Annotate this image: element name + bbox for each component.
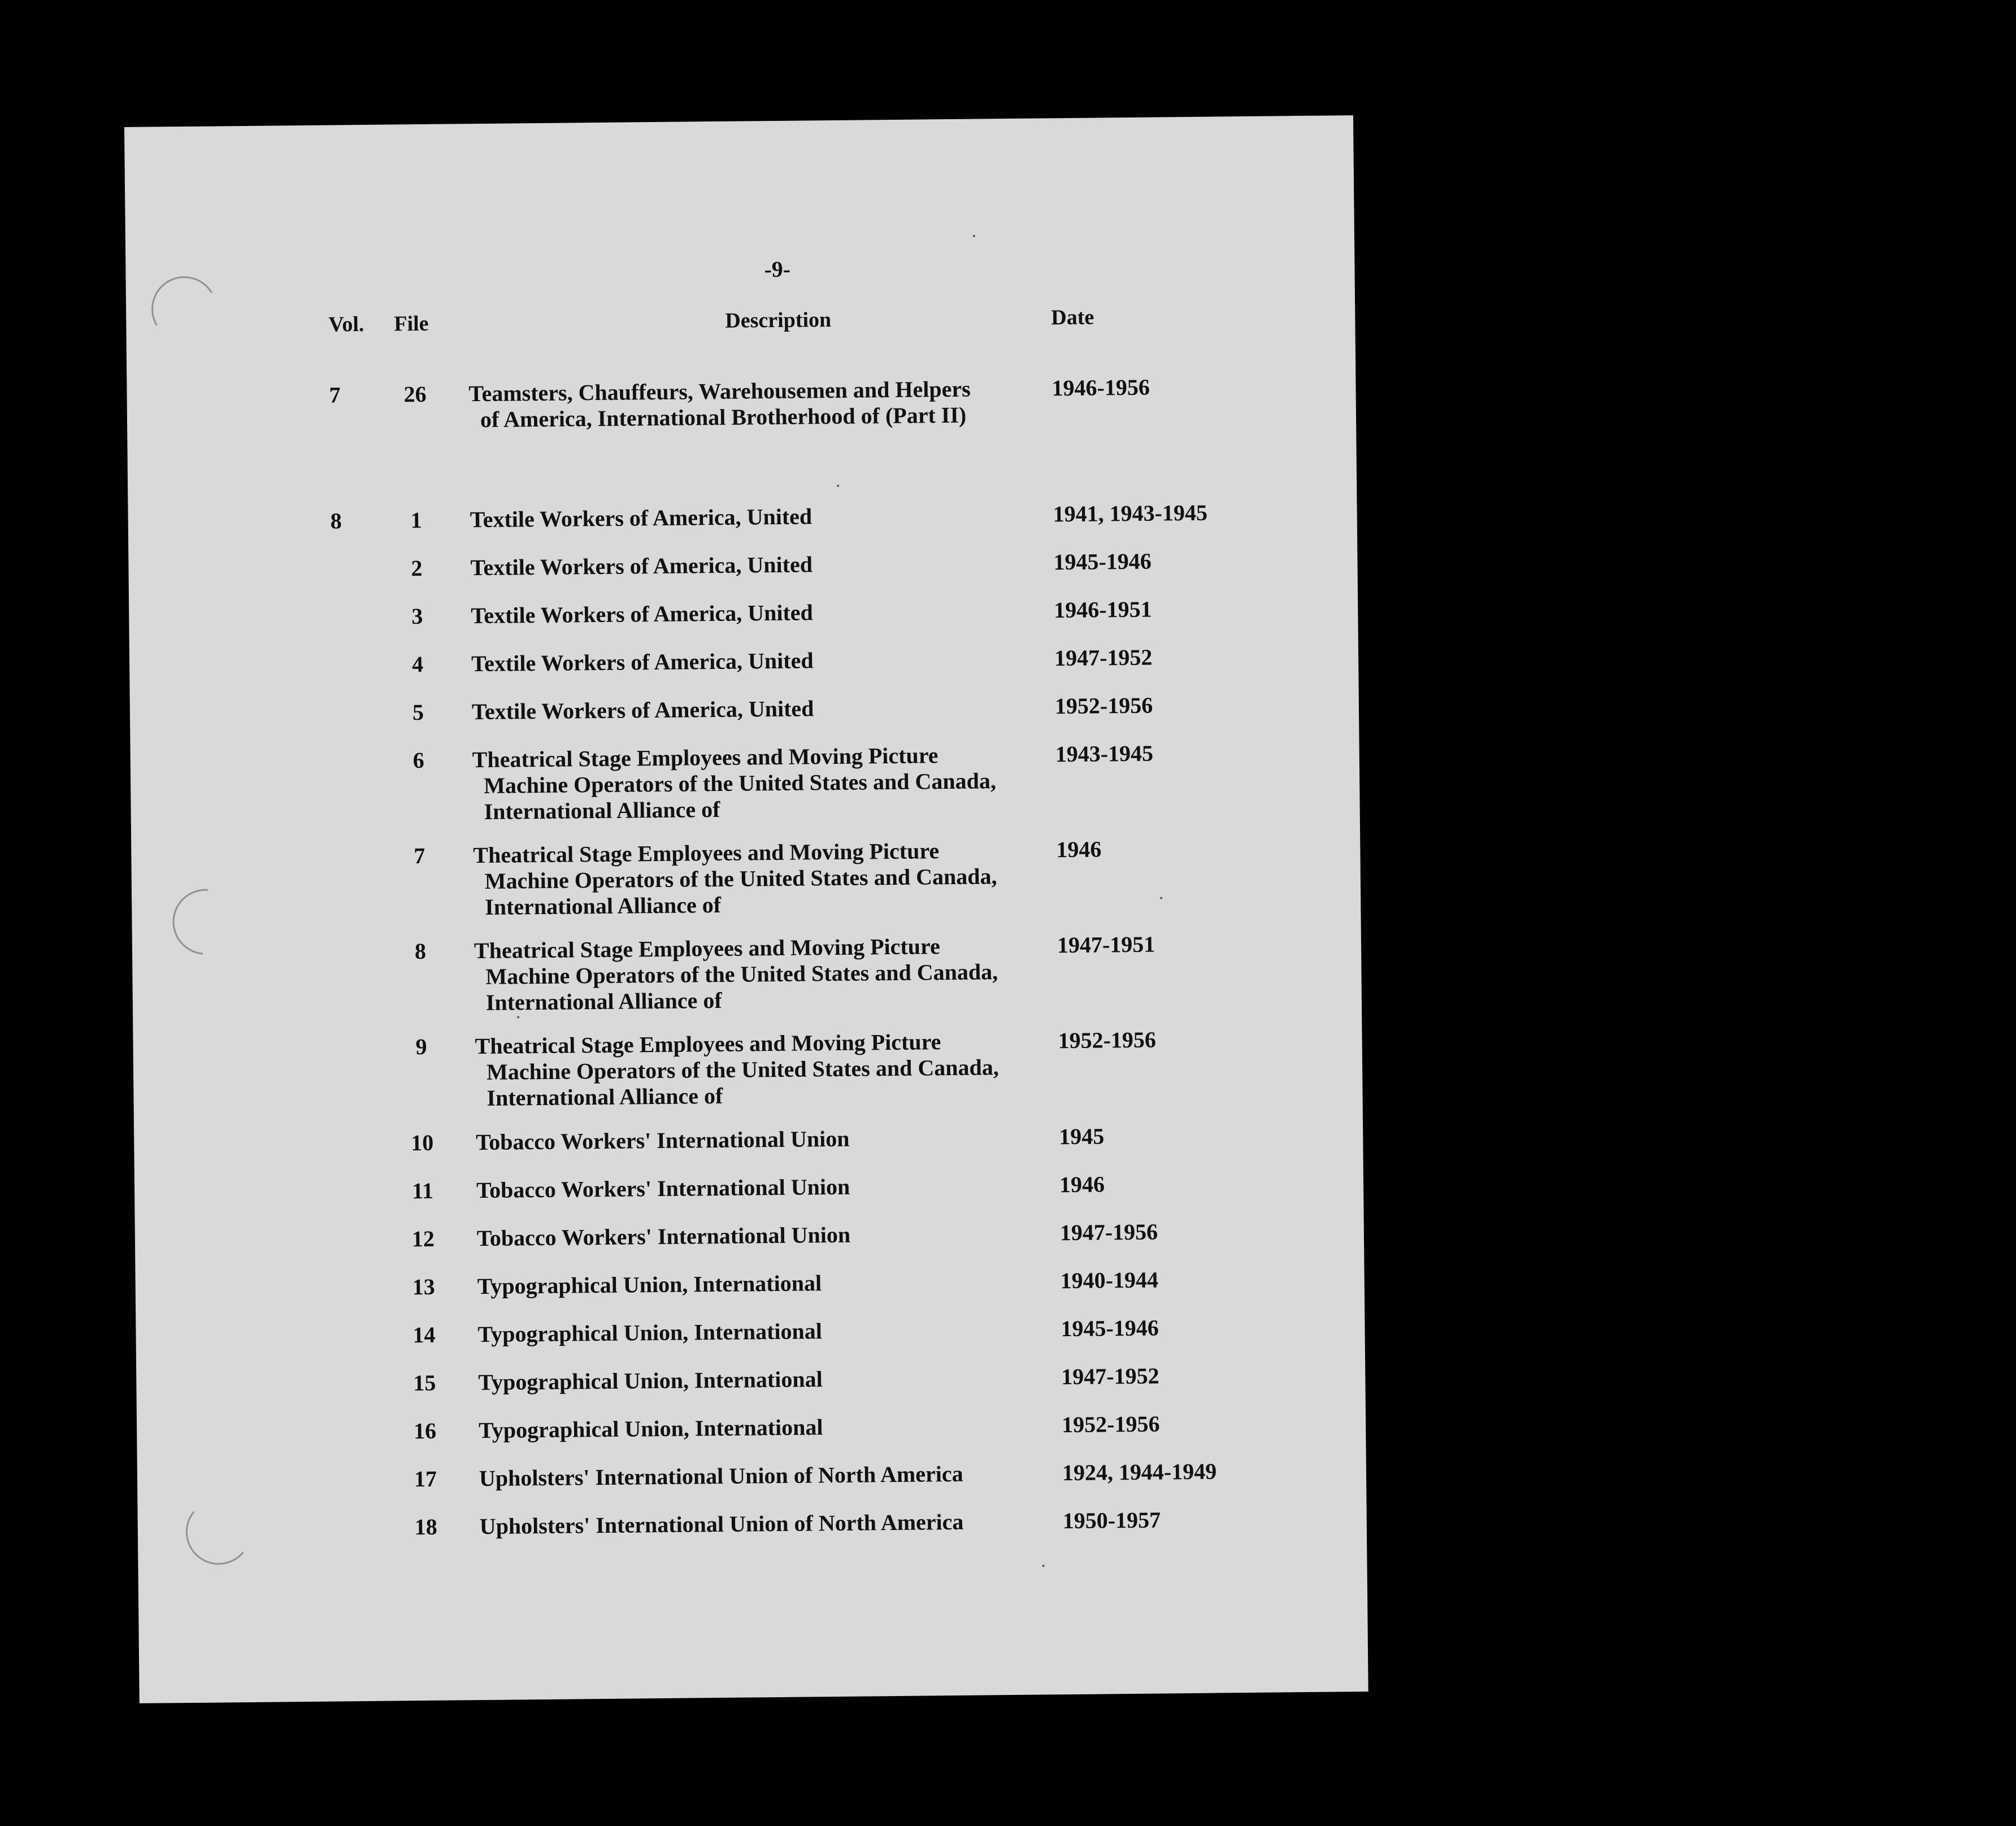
table-row xyxy=(127,372,1355,432)
header-date: Date xyxy=(1051,305,1094,330)
punch-hole-mark xyxy=(159,876,252,968)
table-row xyxy=(134,1169,1363,1204)
scan-speck xyxy=(1042,1564,1045,1567)
row-date: 1946-1951 xyxy=(1054,596,1152,623)
row-description xyxy=(470,551,813,581)
punch-hole-mark xyxy=(183,1496,255,1568)
row-description xyxy=(478,1366,823,1395)
page-number: -9- xyxy=(764,256,791,282)
table-row xyxy=(136,1265,1365,1300)
table-row xyxy=(129,642,1358,677)
row-description xyxy=(471,647,814,677)
row-description xyxy=(477,1270,822,1299)
description-line: Textile Workers of America, United xyxy=(470,503,813,533)
description-line: Theatrical Stage Employees and Moving Picture xyxy=(475,1029,941,1059)
table-row xyxy=(132,929,1361,1015)
scan-speck xyxy=(973,235,975,237)
row-date: 1947-1956 xyxy=(1059,1219,1158,1246)
table-row xyxy=(137,1457,1366,1492)
row-description xyxy=(471,599,813,629)
description-line: Textile Workers of America, United xyxy=(470,551,813,581)
description-line: Typographical Union, International xyxy=(478,1366,823,1395)
row-file: 26 xyxy=(403,381,427,407)
description-line: Typographical Union, International xyxy=(477,1318,823,1347)
scan-speck xyxy=(1160,897,1162,899)
row-date: 1952-1956 xyxy=(1054,692,1153,719)
row-date: 1947-1951 xyxy=(1057,931,1155,958)
row-date: 1946-1956 xyxy=(1052,374,1150,401)
row-description xyxy=(475,1028,999,1111)
row-description xyxy=(474,933,998,1016)
row-file: 17 xyxy=(414,1466,437,1492)
row-description xyxy=(477,1222,851,1251)
row-file: 11 xyxy=(411,1177,434,1204)
table-row xyxy=(128,498,1357,534)
table-row xyxy=(130,690,1359,725)
row-vol: 7 xyxy=(329,382,341,408)
row-file: 13 xyxy=(412,1273,435,1300)
description-line: International Alliance of xyxy=(485,892,722,920)
description-line: Theatrical Stage Employees and Moving Picture xyxy=(472,742,939,773)
row-description xyxy=(479,1461,963,1492)
row-description xyxy=(468,376,971,433)
header-description: Description xyxy=(725,308,832,333)
row-date: 1943-1945 xyxy=(1055,740,1154,767)
row-date: 1947-1952 xyxy=(1061,1363,1159,1390)
row-description xyxy=(472,695,814,725)
row-file: 15 xyxy=(413,1370,436,1396)
row-date: 1945-1946 xyxy=(1053,548,1152,575)
description-line: Theatrical Stage Employees and Moving Picture xyxy=(473,838,940,868)
header-vol: Vol. xyxy=(328,312,364,337)
description-line: International Alliance of xyxy=(486,1082,723,1111)
row-date: 1946 xyxy=(1056,836,1102,863)
table-row xyxy=(134,1121,1363,1156)
description-line: Theatrical Stage Employees and Moving Picture xyxy=(473,933,940,964)
description-line: International Alliance of xyxy=(485,987,722,1015)
description-line: Machine Operators of the United States and Canada, xyxy=(485,959,998,989)
description-line: Textile Workers of America, United xyxy=(471,695,814,725)
row-date: 1940-1944 xyxy=(1060,1267,1159,1294)
description-line: Machine Operators of the United States and Canada, xyxy=(484,863,997,894)
row-date: 1952-1956 xyxy=(1058,1027,1157,1054)
header-file: File xyxy=(394,311,429,336)
row-date: 1952-1956 xyxy=(1061,1411,1160,1438)
row-date: 1945-1946 xyxy=(1061,1315,1159,1342)
table-row xyxy=(131,738,1359,824)
description-line: Machine Operators of the United States and Canada, xyxy=(484,768,997,798)
row-date: 1945 xyxy=(1059,1123,1105,1150)
row-description xyxy=(477,1318,822,1347)
table-row xyxy=(136,1361,1365,1396)
row-file: 9 xyxy=(415,1033,427,1060)
table-row xyxy=(131,834,1360,920)
row-date: 1947-1952 xyxy=(1054,644,1153,671)
table-row xyxy=(129,594,1358,629)
row-file: 14 xyxy=(412,1321,436,1348)
scan-speck xyxy=(837,485,839,487)
table-row xyxy=(138,1505,1367,1540)
description-line: Textile Workers of America, United xyxy=(471,647,814,677)
description-line: Teamsters, Chauffeurs, Warehousemen and Helpers xyxy=(468,376,971,407)
description-line: Upholsters' International Union of North America xyxy=(479,1460,963,1492)
document-page xyxy=(124,115,1368,1703)
description-line: Textile Workers of America, United xyxy=(471,599,813,629)
row-file: 4 xyxy=(411,651,424,677)
row-vol: 8 xyxy=(330,508,342,534)
row-file: 6 xyxy=(412,747,424,773)
row-description xyxy=(476,1174,850,1203)
row-description xyxy=(476,1126,850,1155)
table-row xyxy=(128,546,1357,581)
row-file: 7 xyxy=(414,842,425,869)
row-description xyxy=(473,837,997,920)
scan-speck xyxy=(517,1016,519,1018)
table-row xyxy=(137,1409,1366,1444)
row-file: 2 xyxy=(411,555,423,581)
description-line: Tobacco Workers' International Union xyxy=(476,1125,850,1155)
row-date: 1924, 1944-1949 xyxy=(1062,1458,1217,1486)
description-line: Upholsters' International Union of North America xyxy=(479,1508,964,1540)
description-line: International Alliance of xyxy=(484,796,720,824)
row-file: 3 xyxy=(411,603,423,629)
row-file: 10 xyxy=(411,1129,434,1156)
description-line: Machine Operators of the United States and Canada, xyxy=(486,1054,999,1085)
row-date: 1941, 1943-1945 xyxy=(1053,499,1208,527)
table-row xyxy=(133,1025,1362,1111)
row-file: 1 xyxy=(410,507,422,533)
row-description xyxy=(470,503,812,533)
row-file: 16 xyxy=(413,1418,437,1444)
row-file: 8 xyxy=(414,938,427,964)
table-row xyxy=(136,1313,1365,1348)
row-description xyxy=(479,1414,823,1444)
description-line: Tobacco Workers' International Union xyxy=(476,1221,851,1251)
row-file: 12 xyxy=(411,1225,435,1252)
description-line: of America, International Brotherhood of (Part II) xyxy=(480,402,967,432)
row-date: 1950-1957 xyxy=(1062,1507,1161,1534)
row-description xyxy=(472,742,997,825)
description-line: Typographical Union, International xyxy=(477,1270,822,1299)
table-row xyxy=(135,1217,1364,1252)
row-description xyxy=(480,1509,964,1540)
description-line: Tobacco Workers' International Union xyxy=(476,1173,850,1203)
row-date: 1946 xyxy=(1059,1171,1105,1198)
row-file: 18 xyxy=(414,1514,438,1540)
description-line: Typographical Union, International xyxy=(478,1414,823,1444)
punch-hole-mark xyxy=(144,269,224,349)
row-file: 5 xyxy=(412,699,424,725)
